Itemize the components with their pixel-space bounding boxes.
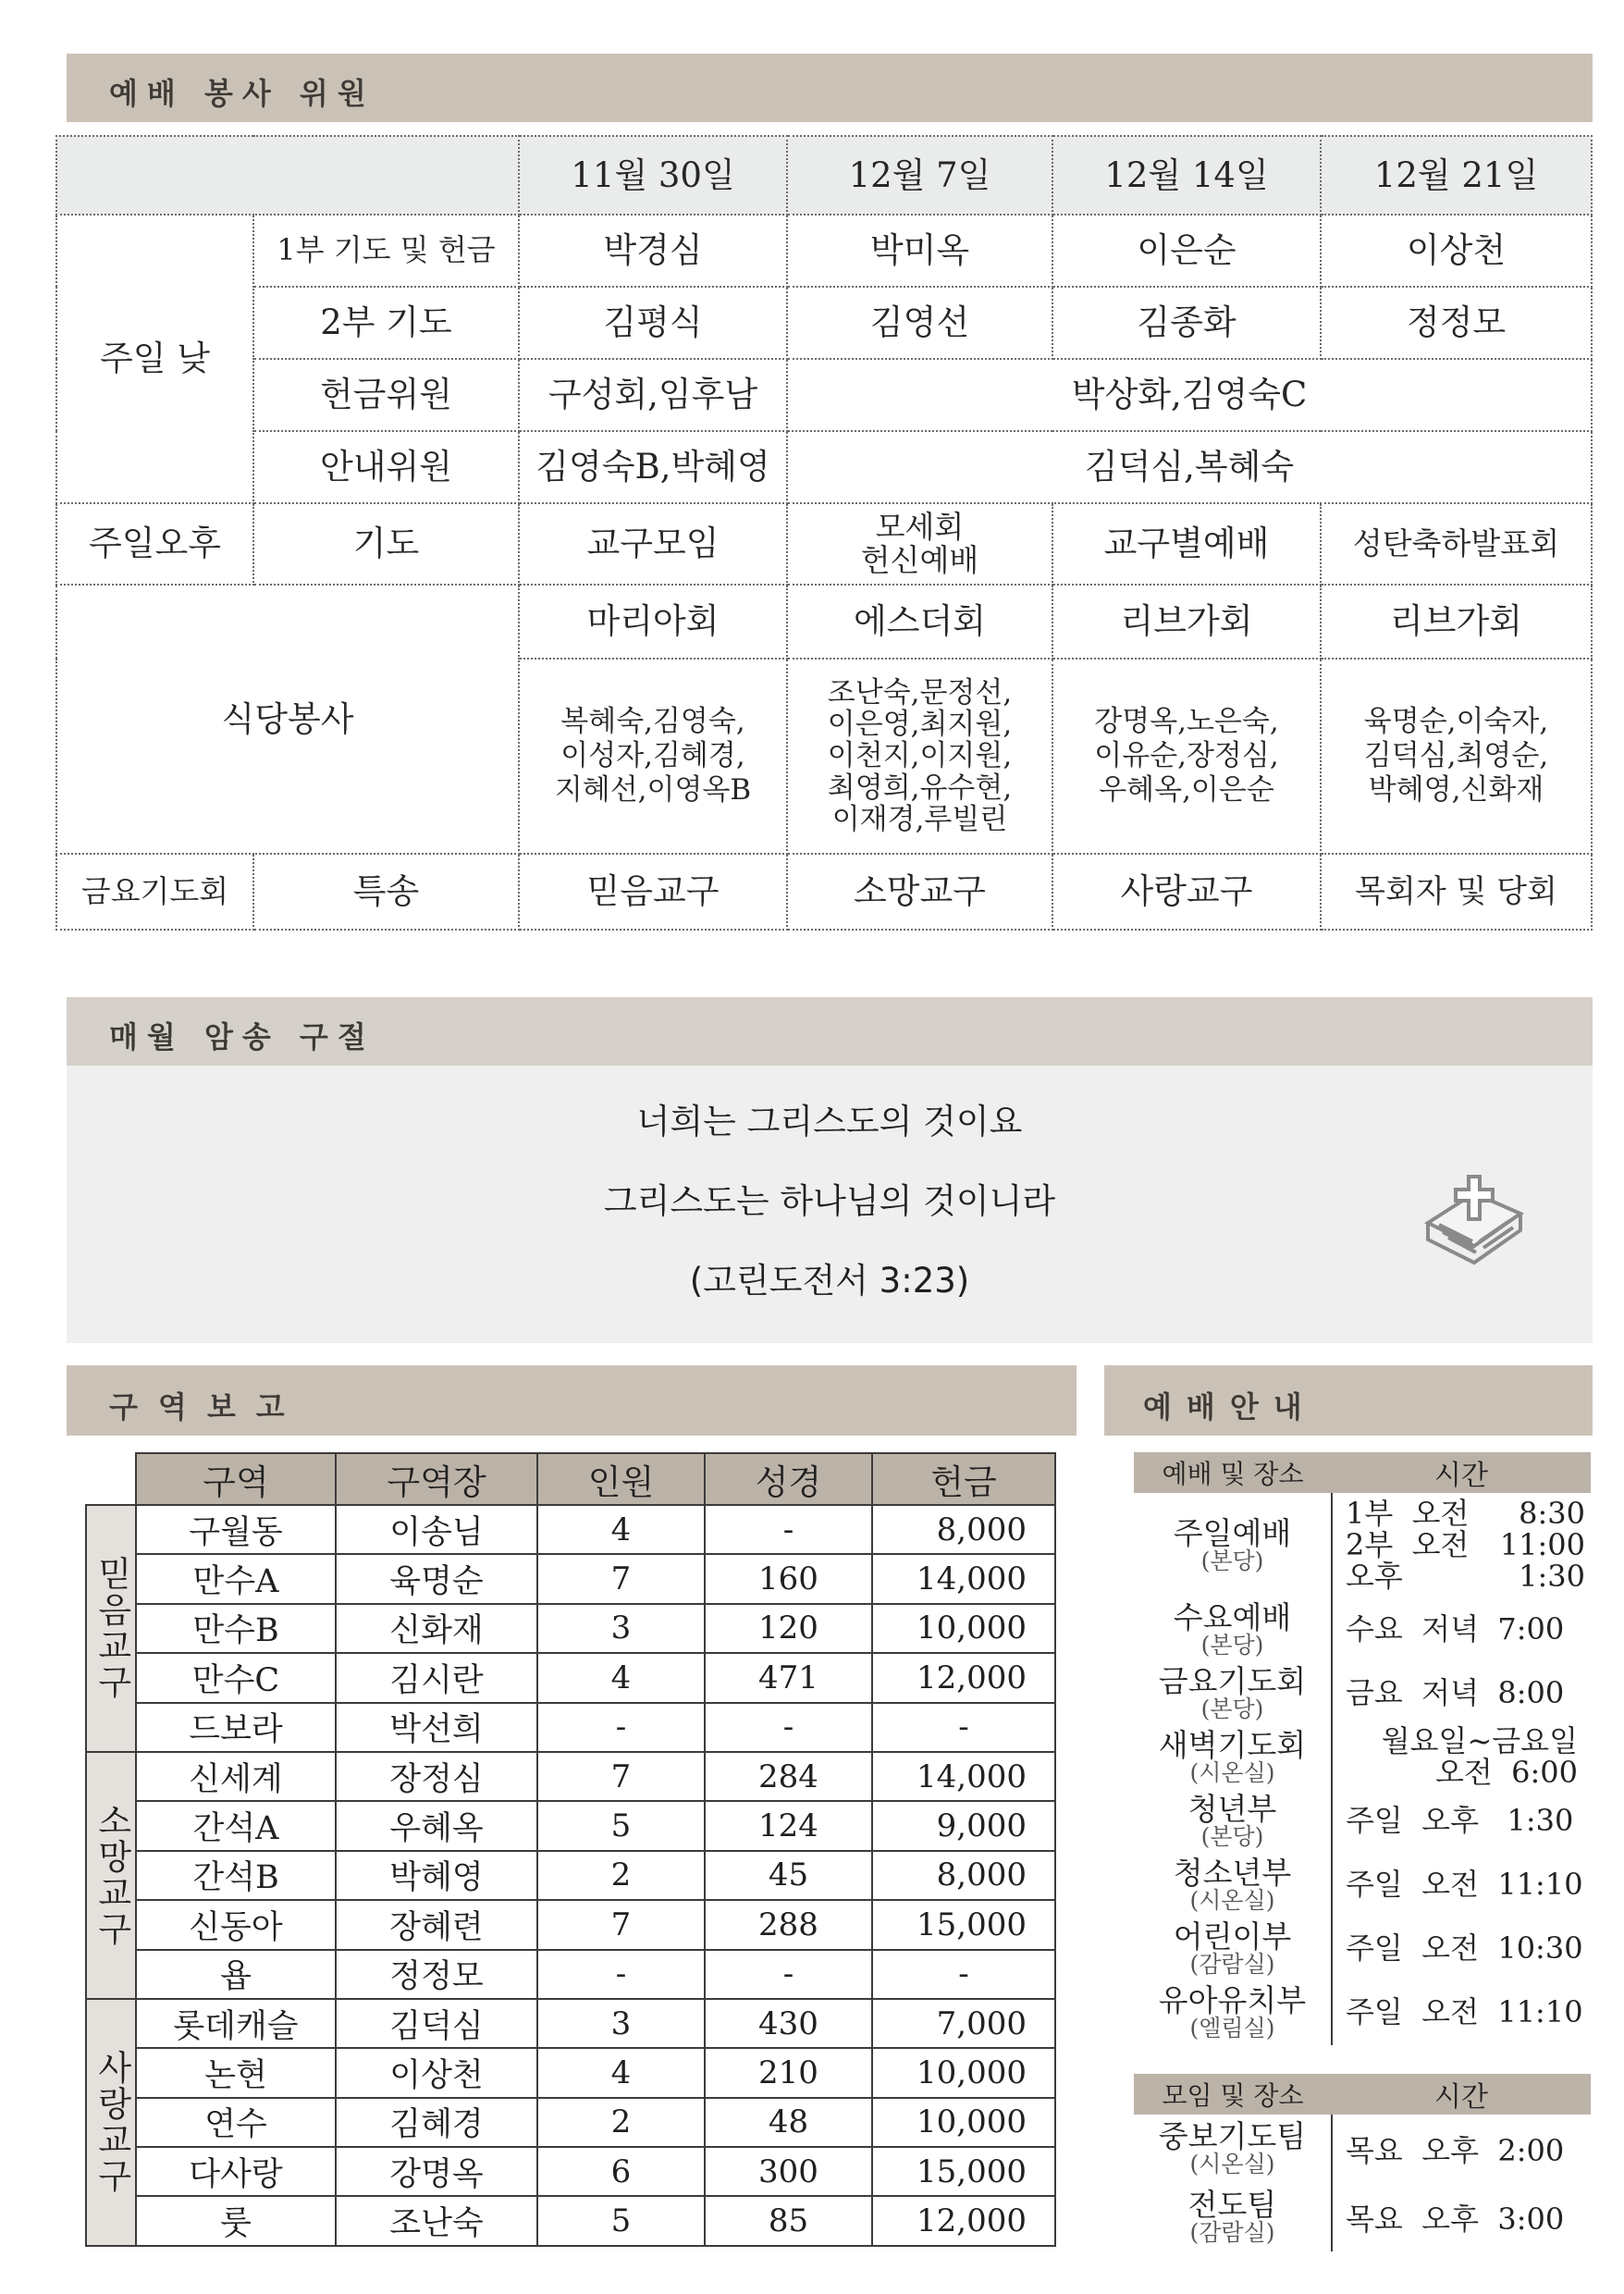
bible-count: 48	[705, 2098, 872, 2147]
group-header-blank	[86, 1453, 136, 1505]
bible-count: 124	[705, 1801, 872, 1850]
time-value: 8:30	[1519, 1496, 1585, 1531]
worship-time: 월요일~금요일 오전 6:00	[1381, 1723, 1578, 1791]
offering-amount: 8,000	[872, 1851, 1055, 1900]
table-row	[1134, 2183, 1591, 2251]
worship-place	[1134, 1662, 1332, 1726]
service-section-header	[67, 54, 1593, 122]
group-label: 사랑교구	[86, 1999, 136, 2246]
leader-name: 김덕심	[336, 1999, 537, 2048]
row-group-label: 식당봉사	[56, 585, 519, 854]
leader-name: 장정심	[336, 1752, 537, 1801]
worship-place	[1134, 1854, 1332, 1918]
worship-place	[1134, 1790, 1332, 1854]
member-count: 6	[537, 2147, 705, 2196]
member-count: 3	[537, 1999, 705, 2048]
table-row	[86, 1900, 1055, 1949]
assignee: 김평식	[519, 287, 787, 359]
assignee: 김영선	[787, 287, 1052, 359]
table-row	[86, 1653, 1055, 1702]
member-count: 2	[537, 2098, 705, 2147]
leader-name: 장혜련	[336, 1900, 537, 1949]
time-line	[1346, 1498, 1585, 1530]
table-row	[1134, 1598, 1591, 1662]
assignee-merged: 김덕심,복혜숙	[787, 431, 1592, 503]
worship-name: 수요예배	[1173, 1598, 1292, 1635]
leader-name: 김혜경	[336, 2098, 537, 2147]
worship-guide-table	[1134, 1452, 1591, 2045]
bible-count: 120	[705, 1604, 872, 1653]
row-group-label: 주일오후	[56, 503, 253, 585]
leader-name: 강명옥	[336, 2147, 537, 2196]
time-value: 1:30	[1519, 1558, 1585, 1594]
table-row	[86, 2196, 1055, 2245]
bible-count: -	[705, 1950, 872, 1999]
member-count: 4	[537, 2048, 705, 2097]
time-period: 오전	[1411, 1496, 1470, 1531]
column-header: 구역	[136, 1453, 336, 1505]
worship-place	[1134, 1726, 1332, 1790]
kitchen-members: 강명옥,노은숙, 이유순,장정심, 우혜옥,이은순	[1052, 659, 1321, 854]
worship-location: (감람실)	[1189, 1950, 1275, 1978]
district-name: 구월동	[136, 1505, 336, 1554]
service-table	[55, 135, 1593, 931]
bible-count: 300	[705, 2147, 872, 2196]
verse-line: 너희는 그리스도의 것이요	[636, 1102, 1023, 1141]
member-count: 4	[537, 1653, 705, 1702]
offering-amount: 10,000	[872, 2098, 1055, 2147]
table-row	[86, 1752, 1055, 1801]
leader-name: 조난숙	[336, 2196, 537, 2245]
member-count: -	[537, 1703, 705, 1752]
district-name: 연수	[136, 2098, 336, 2147]
district-name: 다사랑	[136, 2147, 336, 2196]
bible-count: 85	[705, 2196, 872, 2245]
time-line	[1346, 1558, 1585, 1594]
district-name: 신동아	[136, 1900, 336, 1949]
member-count: 7	[537, 1554, 705, 1603]
bible-count: 160	[705, 1554, 872, 1603]
bible-count: 288	[705, 1900, 872, 1949]
role-label: 기도	[253, 503, 519, 585]
worship-location: (본당)	[1200, 1822, 1264, 1850]
table-row	[86, 2098, 1055, 2147]
worship-time	[1332, 1493, 1591, 1598]
worship-name: 금요기도회	[1158, 1662, 1307, 1699]
verse-section-header	[67, 997, 1593, 1066]
meeting-location: (시온실)	[1189, 2150, 1275, 2177]
worship-time: 주일 오후 1:30	[1346, 1803, 1574, 1839]
meeting-time: 목요 오후 3:00	[1346, 2202, 1565, 2237]
meeting-guide-table	[1134, 2074, 1591, 2251]
district-name: 욥	[136, 1950, 336, 1999]
pm-item: 교구모임	[519, 503, 787, 585]
member-count: 2	[537, 1851, 705, 1900]
member-count: 7	[537, 1752, 705, 1801]
table-row	[1134, 1981, 1591, 2045]
table-row	[1134, 1726, 1591, 1790]
group-label: 소망교구	[86, 1752, 136, 1999]
offering-amount: 7,000	[872, 1999, 1055, 2048]
leader-name: 이송님	[336, 1505, 537, 1554]
offering-amount: 14,000	[872, 1554, 1055, 1603]
meeting-location: (감람실)	[1189, 2218, 1275, 2246]
district-name: 만수C	[136, 1653, 336, 1702]
member-count: 5	[537, 2196, 705, 2245]
column-header: 구역장	[336, 1453, 537, 1505]
kitchen-group: 리브가회	[1321, 585, 1592, 659]
table-row	[86, 1703, 1055, 1752]
worship-name: 어린이부	[1173, 1918, 1292, 1955]
section-title: 구역보고	[109, 1389, 305, 1424]
worship-time: 금요 저녁 8:00	[1346, 1675, 1565, 1711]
member-count: 4	[537, 1505, 705, 1554]
worship-time: 주일 오전 10:30	[1346, 1930, 1583, 1967]
table-row	[86, 2147, 1055, 2196]
worship-location: (엘림실)	[1189, 2014, 1275, 2041]
service-part: 2부	[1346, 1526, 1394, 1562]
district-name: 만수B	[136, 1604, 336, 1653]
pm-item: 성탄축하발표회	[1321, 503, 1592, 585]
meeting-place	[1134, 2115, 1332, 2183]
worship-location: (본당)	[1200, 1695, 1264, 1722]
meeting-place	[1134, 2183, 1332, 2251]
column-header: 모임 및 장소	[1134, 2074, 1332, 2115]
column-header: 시간	[1332, 2074, 1591, 2115]
bible-count: -	[705, 1505, 872, 1554]
district-name: 드보라	[136, 1703, 336, 1752]
date-header: 12월 21일	[1321, 136, 1592, 215]
guide-section-header	[1104, 1365, 1593, 1436]
bible-count: 471	[705, 1653, 872, 1702]
leader-name: 육명순	[336, 1554, 537, 1603]
kitchen-group: 마리아회	[519, 585, 787, 659]
table-row	[86, 1554, 1055, 1603]
friday-item: 사랑교구	[1052, 854, 1321, 930]
meeting-time: 목요 오후 2:00	[1346, 2133, 1565, 2168]
pm-item: 교구별예배	[1052, 503, 1321, 585]
district-table	[85, 1452, 1056, 2247]
kitchen-members: 조난숙,문정선, 이은영,최지원, 이천지,이지원, 최영희,유수현, 이재경,루빌린	[787, 659, 1052, 854]
row-group-label: 주일 낮	[56, 215, 253, 503]
table-row	[1134, 1790, 1591, 1854]
role-label: 1부 기도 및 헌금	[253, 215, 519, 287]
verse-reference: (고린도전서 3:23)	[689, 1261, 970, 1301]
bible-count: 210	[705, 2048, 872, 2097]
worship-place	[1134, 1493, 1332, 1598]
kitchen-group: 리브가회	[1052, 585, 1321, 659]
kitchen-group: 에스더회	[787, 585, 1052, 659]
role-label: 헌금위원	[253, 359, 519, 431]
worship-time: 주일 오전 11:10	[1346, 1867, 1583, 1903]
assignee: 박미옥	[787, 215, 1052, 287]
member-count: -	[537, 1950, 705, 1999]
offering-amount: 12,000	[872, 1653, 1055, 1702]
district-name: 간석A	[136, 1801, 336, 1850]
worship-location: (시온실)	[1189, 1886, 1275, 1914]
worship-location: (본당)	[1200, 1631, 1264, 1659]
offering-amount: 15,000	[872, 1900, 1055, 1949]
verse-line: 그리스도는 하나님의 것이니라	[603, 1181, 1056, 1221]
worship-name: 유아유치부	[1158, 1981, 1307, 2018]
district-name: 롯데캐슬	[136, 1999, 336, 2048]
role-label: 특송	[253, 854, 519, 930]
leader-name: 박혜영	[336, 1851, 537, 1900]
table-row	[1134, 1854, 1591, 1918]
kitchen-members: 복혜숙,김영숙, 이성자,김혜경, 지혜선,이영옥B	[519, 659, 787, 854]
friday-item: 믿음교구	[519, 854, 787, 930]
leader-name: 박선희	[336, 1703, 537, 1752]
bible-count: 284	[705, 1752, 872, 1801]
offering-amount: -	[872, 1950, 1055, 1999]
table-row	[86, 1950, 1055, 1999]
table-row	[1134, 1662, 1591, 1726]
table-row	[86, 1604, 1055, 1653]
assignee: 구성회,임후남	[519, 359, 787, 431]
worship-time: 수요 저녁 7:00	[1346, 1611, 1565, 1647]
bible-count: 45	[705, 1851, 872, 1900]
assignee: 김영숙B,박혜영	[519, 431, 787, 503]
offering-amount: 15,000	[872, 2147, 1055, 2196]
table-row	[86, 2048, 1055, 2097]
worship-name: 새벽기도회	[1158, 1726, 1307, 1763]
column-header: 헌금	[872, 1453, 1055, 1505]
leader-name: 김시란	[336, 1653, 537, 1702]
leader-name: 우혜옥	[336, 1801, 537, 1850]
column-header: 예배 및 장소	[1134, 1452, 1332, 1493]
district-name: 룻	[136, 2196, 336, 2245]
assignee: 김종화	[1052, 287, 1321, 359]
kitchen-members: 육명순,이숙자, 김덕심,최영순, 박혜영,신화재	[1321, 659, 1592, 854]
role-label: 2부 기도	[253, 287, 519, 359]
table-row	[1134, 1918, 1591, 1981]
column-header: 성경	[705, 1453, 872, 1505]
assignee: 박경심	[519, 215, 787, 287]
section-title: 예배안내	[1143, 1389, 1317, 1424]
time-line	[1346, 1526, 1585, 1562]
table-row	[86, 1801, 1055, 1850]
table-row	[86, 1505, 1055, 1554]
date-header: 12월 14일	[1052, 136, 1321, 215]
table-row	[1134, 2115, 1591, 2183]
offering-amount: 8,000	[872, 1505, 1055, 1554]
offering-amount: 10,000	[872, 1604, 1055, 1653]
assignee-merged: 박상화,김영숙C	[787, 359, 1592, 431]
group-label: 믿음교구	[86, 1505, 136, 1752]
row-group-label: 금요기도회	[56, 854, 253, 930]
date-header: 12월 7일	[787, 136, 1052, 215]
worship-place	[1134, 1981, 1332, 2045]
verse-box	[67, 1066, 1593, 1343]
leader-name: 정정모	[336, 1950, 537, 1999]
table-row	[86, 1999, 1055, 2048]
offering-amount: 14,000	[872, 1752, 1055, 1801]
friday-item: 목회자 및 당회	[1321, 854, 1592, 930]
friday-item: 소망교구	[787, 854, 1052, 930]
time-period: 오후	[1346, 1558, 1403, 1594]
service-part: 1부	[1346, 1496, 1394, 1531]
offering-amount: -	[872, 1703, 1055, 1752]
meeting-name: 전도팀	[1187, 2186, 1277, 2223]
district-name: 간석B	[136, 1851, 336, 1900]
district-name: 신세계	[136, 1752, 336, 1801]
worship-name: 주일예배	[1173, 1514, 1292, 1551]
district-name: 논현	[136, 2048, 336, 2097]
worship-name: 청년부	[1187, 1790, 1277, 1827]
date-header: 11월 30일	[519, 136, 787, 215]
table-row	[86, 1851, 1055, 1900]
time-value: 11:00	[1499, 1526, 1585, 1562]
offering-amount: 9,000	[872, 1801, 1055, 1850]
member-count: 7	[537, 1900, 705, 1949]
column-header: 인원	[537, 1453, 705, 1505]
meeting-name: 중보기도팀	[1158, 2117, 1307, 2154]
worship-location: (시온실)	[1189, 1758, 1275, 1786]
bible-icon	[1409, 1158, 1539, 1288]
member-count: 5	[537, 1801, 705, 1850]
worship-name: 청소년부	[1173, 1854, 1292, 1891]
leader-name: 이상천	[336, 2048, 537, 2097]
worship-place	[1134, 1918, 1332, 1981]
leader-name: 신화재	[336, 1604, 537, 1653]
assignee: 이은순	[1052, 215, 1321, 287]
worship-time: 주일 오전 11:10	[1346, 1994, 1583, 2030]
section-title: 예배 봉사 위원	[109, 76, 375, 111]
pm-item: 모세회 헌신예배	[787, 503, 1052, 585]
offering-amount: 10,000	[872, 2048, 1055, 2097]
role-label: 안내위원	[253, 431, 519, 503]
time-period: 오전	[1411, 1526, 1470, 1562]
bible-count: 430	[705, 1999, 872, 2048]
district-section-header	[67, 1365, 1077, 1436]
header-blank-cell	[56, 136, 519, 215]
member-count: 3	[537, 1604, 705, 1653]
worship-place	[1134, 1598, 1332, 1662]
district-name: 만수A	[136, 1554, 336, 1603]
column-header: 시간	[1332, 1452, 1591, 1493]
assignee: 정정모	[1321, 287, 1592, 359]
worship-location: (본당)	[1200, 1547, 1264, 1574]
bible-count: -	[705, 1703, 872, 1752]
offering-amount: 12,000	[872, 2196, 1055, 2245]
section-title: 매월 암송 구절	[109, 1019, 375, 1054]
assignee: 이상천	[1321, 215, 1592, 287]
